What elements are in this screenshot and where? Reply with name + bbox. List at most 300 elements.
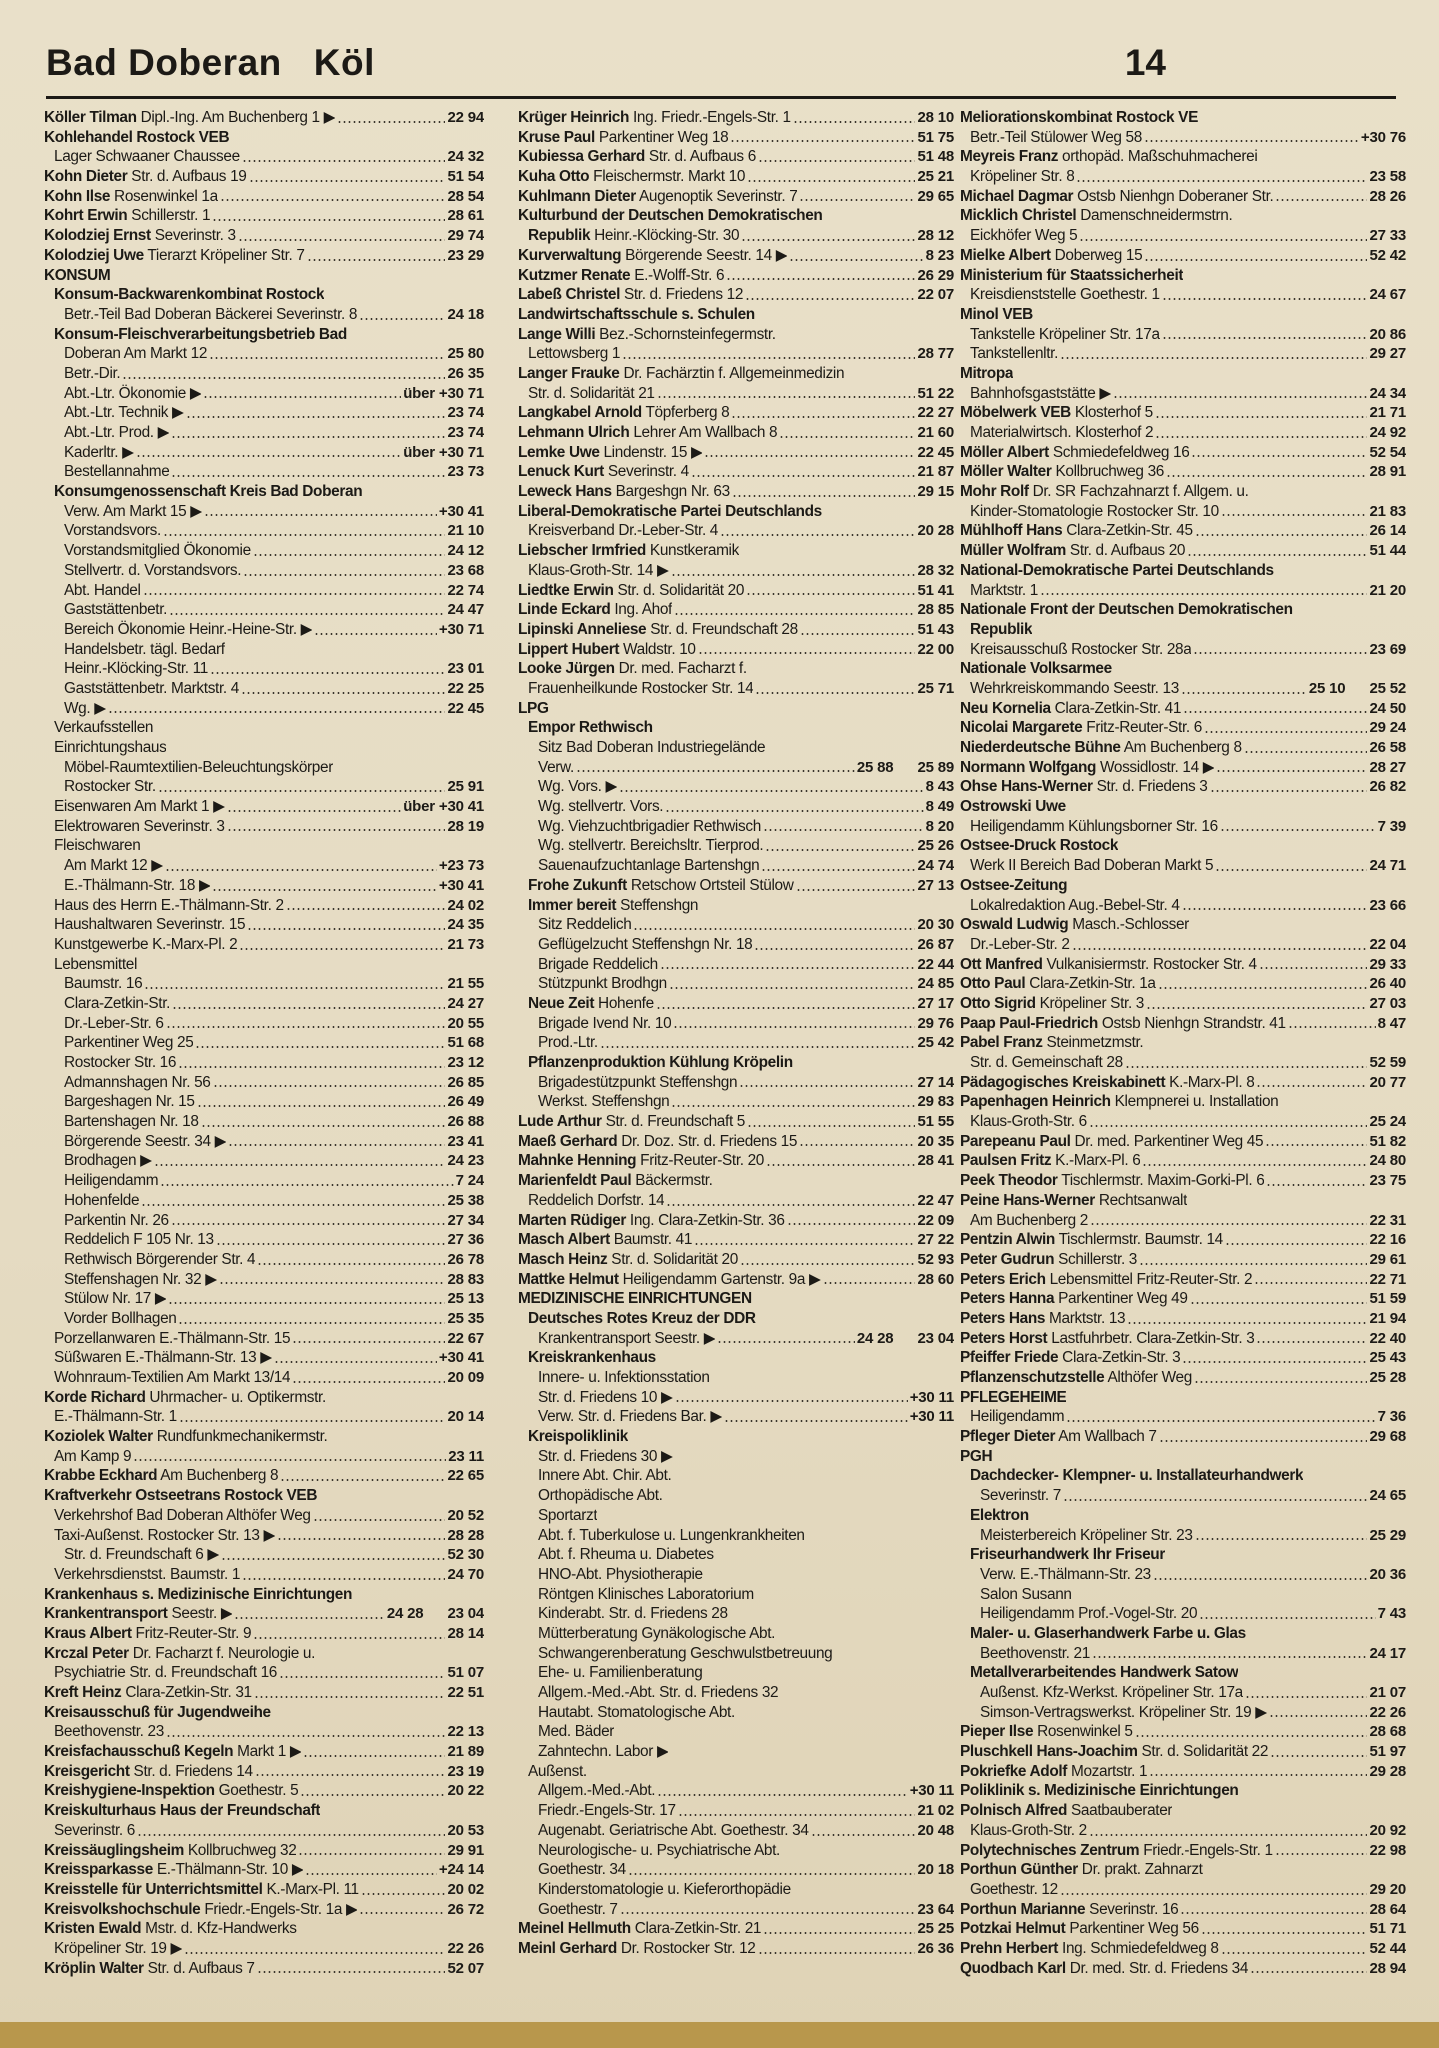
leader-dots <box>307 259 446 261</box>
entry-text <box>960 699 1181 719</box>
entry-text <box>518 443 702 463</box>
entry-name: Koziolek Walter <box>44 1428 153 1446</box>
leader-dots <box>219 1282 446 1284</box>
leader-dots <box>1159 1440 1368 1442</box>
leader-dots <box>277 1538 445 1540</box>
entry-name: Pflanzenschutzstelle <box>960 1369 1105 1386</box>
entry-phone: 23 01 <box>447 660 484 678</box>
entry-phone: 25 25 <box>917 1920 954 1938</box>
leader-dots <box>1146 1007 1367 1009</box>
leader-dots <box>1221 514 1368 516</box>
entry-phone: 24 23 <box>447 1152 484 1170</box>
directory-entry <box>518 1407 954 1427</box>
directory-entry <box>518 777 954 797</box>
entry-text <box>970 1663 1238 1683</box>
leader-dots <box>1195 1538 1368 1540</box>
leader-dots <box>745 298 915 300</box>
entry-details: Beethovenstr. 21 <box>980 1644 1090 1662</box>
entry-phone: 51 71 <box>1369 1920 1406 1938</box>
entry-details: Parkentiner Weg 18 <box>594 128 729 146</box>
entry-phone: 24 32 <box>447 148 484 166</box>
entry-phone: 23 41 <box>447 1132 484 1150</box>
entry-text <box>980 1683 1243 1703</box>
entry-phone: 51 97 <box>1369 1743 1406 1761</box>
entry-phone: 29 65 <box>917 187 954 205</box>
leader-dots <box>143 593 446 595</box>
directory-entry <box>518 1092 954 1112</box>
entry-details: Brigadestützpunkt Steffenshgn <box>538 1073 738 1091</box>
entry-text <box>528 1427 628 1447</box>
entry-details: Bargeshgn Nr. 63 <box>611 483 730 501</box>
directory-entry <box>518 836 954 856</box>
entry-details: Mütterberatung Gynäkologische Abt. <box>538 1624 776 1642</box>
entry-details: Wg. stellvertr. Bereichsltr. Tierprod. <box>538 837 764 855</box>
directory-entry <box>960 896 1406 916</box>
entry-text <box>64 1033 193 1053</box>
directory-entry <box>518 1388 954 1408</box>
entry-phone: 29 68 <box>1369 1428 1406 1446</box>
directory-entry <box>518 423 954 443</box>
leader-dots <box>209 357 445 359</box>
entry-text <box>538 1624 775 1644</box>
leader-dots <box>292 1381 445 1383</box>
entry-text <box>970 1053 1123 1073</box>
directory-entry <box>518 1644 954 1664</box>
leader-dots <box>758 1952 916 1954</box>
leader-dots <box>1089 1834 1368 1836</box>
directory-entry <box>44 1506 484 1526</box>
entry-details: Dr.-Leber-Str. 6 <box>64 1014 164 1032</box>
directory-entry <box>960 1604 1406 1624</box>
directory-entry <box>518 600 954 620</box>
entry-text <box>44 1900 357 1920</box>
directory-entry <box>44 1683 484 1703</box>
entry-name: Parepeanu Paul <box>960 1132 1071 1150</box>
entry-details: Ing. Friedr.-Engels-Str. 1 <box>629 109 791 126</box>
entry-name: Lipinski Anneliese <box>518 620 647 638</box>
entry-phone: 20 35 <box>917 1132 954 1150</box>
directory-entry <box>960 325 1406 345</box>
entry-details: Kinder-Stomatologie Rostocker Str. 10 <box>970 502 1219 520</box>
entry-name: Pluschkell Hans-Joachim <box>960 1743 1138 1761</box>
directory-entry <box>960 1624 1406 1644</box>
entry-phone: 28 77 <box>917 345 954 363</box>
directory-entry <box>518 285 954 305</box>
entry-name: Pokriefke Adolf <box>960 1762 1068 1780</box>
entry-phone: 21 10 <box>447 522 484 540</box>
directory-entry <box>960 1132 1406 1152</box>
entry-name: Langkabel Arnold <box>518 404 642 422</box>
entry-name: KONSUM <box>44 266 111 284</box>
entry-details: Masch.-Schlosser <box>1068 916 1189 934</box>
leader-dots <box>1158 987 1368 989</box>
directory-entry <box>44 1624 484 1644</box>
entry-phone: 20 14 <box>447 1408 484 1426</box>
directory-entry <box>518 1939 954 1959</box>
entry-name: Porthun Günther <box>960 1861 1078 1879</box>
entry-text <box>54 1447 131 1467</box>
entry-details: Dipl.-Ing. Am Buchenberg 1 ▶ <box>136 109 336 126</box>
entry-text <box>518 462 689 482</box>
entry-details: Verw. <box>538 758 574 776</box>
entry-text <box>538 1742 668 1762</box>
entry-details: Verw. Am Markt 15 ▶ <box>64 502 202 520</box>
entry-text <box>970 1624 1246 1644</box>
entry-text <box>538 817 761 837</box>
page-number: 14 <box>1124 42 1166 83</box>
entry-phone: 25 89 <box>917 758 954 776</box>
entry-text <box>538 1841 780 1861</box>
directory-entry <box>518 955 954 975</box>
entry-phone: 52 30 <box>447 1546 484 1564</box>
entry-name: Republik <box>970 620 1033 638</box>
directory-entry <box>960 974 1406 994</box>
entry-details: Bargeshagen Nr. 15 <box>64 1093 195 1111</box>
entry-details: Röntgen Klinisches Laboratorium <box>538 1585 754 1603</box>
directory-entry <box>960 1447 1406 1467</box>
entry-text <box>518 325 776 345</box>
directory-entry <box>960 1526 1406 1546</box>
leader-dots <box>108 711 446 713</box>
entry-details: Tankstellenltr. <box>970 345 1058 363</box>
directory-entry <box>44 462 484 482</box>
entry-name: Kreisgericht <box>44 1762 130 1780</box>
entry-name: Normann Wolfgang <box>960 758 1097 776</box>
entry-text <box>960 1939 1219 1959</box>
entry-details: Friedr.-Engels-Str. 1a ▶ <box>200 1900 358 1918</box>
entry-phone: 23 04 <box>447 1605 484 1623</box>
leader-dots <box>1204 731 1368 733</box>
entry-phone: 20 30 <box>917 916 954 934</box>
leader-dots <box>1076 180 1367 182</box>
leader-dots <box>665 810 923 812</box>
directory-entry <box>44 561 484 581</box>
directory-entry <box>960 1939 1406 1959</box>
entry-details: Steffenshagen Nr. 32 ▶ <box>64 1270 217 1288</box>
entry-text <box>44 1486 317 1506</box>
entry-text <box>64 462 169 482</box>
entry-name: Dachdecker- Klempner- u. Installateurhandwerk <box>970 1467 1304 1485</box>
entry-phone: 28 54 <box>447 187 484 205</box>
entry-details: Geflügelzucht Steffenshgn Nr. 18 <box>538 935 753 953</box>
entry-phone: 51 22 <box>917 384 954 402</box>
entry-text <box>64 856 163 876</box>
leader-dots <box>1275 199 1367 201</box>
entry-text <box>960 1722 1133 1742</box>
directory-entry <box>960 541 1406 561</box>
leader-dots <box>166 1735 446 1737</box>
entry-text <box>64 1211 169 1231</box>
entry-text <box>64 758 333 778</box>
entry-name: Otto Paul <box>960 975 1026 993</box>
entry-phone: 20 22 <box>447 1782 484 1800</box>
directory-entry <box>960 1506 1406 1526</box>
entry-details: Str. d. Friedens 3 <box>1092 778 1208 796</box>
directory-entry <box>44 1486 484 1506</box>
entry-name: Müller Wolfram <box>960 542 1066 560</box>
entry-text <box>960 1348 1180 1368</box>
leader-dots <box>136 455 402 457</box>
entry-text <box>518 187 797 207</box>
directory-entry <box>518 1073 954 1093</box>
entry-name: Krczal Peter <box>44 1644 129 1662</box>
entry-text <box>960 521 1193 541</box>
entry-name: Paulsen Fritz <box>960 1152 1052 1170</box>
entry-details: Bäckermstr. <box>631 1172 713 1190</box>
entry-details: orthopäd. Maßschuhmacherei <box>1058 148 1258 166</box>
entry-phone: 27 34 <box>447 1211 484 1229</box>
entry-text <box>518 600 672 620</box>
entry-name: Poliklinik s. Medizinische Einrichtungen <box>960 1782 1239 1800</box>
entry-text <box>64 994 170 1014</box>
entry-phone: +30 41 <box>438 1349 484 1367</box>
entry-phone: 27 33 <box>1369 227 1406 245</box>
leader-dots <box>1144 259 1367 261</box>
leader-dots <box>754 948 915 950</box>
directory-entry <box>44 777 484 797</box>
directory-entry <box>960 836 1406 856</box>
entry-text <box>518 167 745 187</box>
entry-phone: 22 51 <box>447 1684 484 1701</box>
directory-entry <box>960 1742 1406 1762</box>
entry-text <box>970 128 1142 148</box>
leader-dots <box>1199 1617 1375 1619</box>
entry-text <box>518 266 724 286</box>
entry-phone: 52 44 <box>1369 1939 1406 1957</box>
entry-text <box>538 1092 669 1112</box>
entry-name: Liedtke Erwin <box>518 581 614 599</box>
entry-details: Wossidlostr. 14 ▶ <box>1096 758 1215 776</box>
entry-phone: 28 26 <box>1369 187 1406 205</box>
entry-text <box>538 1466 671 1486</box>
directory-entry <box>960 1683 1406 1703</box>
entry-text <box>538 955 658 975</box>
directory-entry <box>960 1722 1406 1742</box>
entry-phone: 27 17 <box>917 994 954 1012</box>
entry-phone: über +30 71 <box>403 443 484 461</box>
directory-entry <box>960 1191 1406 1211</box>
leader-dots <box>1220 829 1376 831</box>
entry-name: Lude Arthur <box>518 1113 602 1131</box>
entry-details: HNO-Abt. Physiotherapie <box>538 1565 703 1583</box>
leader-dots <box>204 514 437 516</box>
entry-name: PFLEGEHEIME <box>960 1388 1067 1406</box>
entry-text <box>44 128 229 148</box>
entry-details: Elektrowaren Severinstr. 3 <box>54 817 225 835</box>
entry-text <box>980 1565 1151 1585</box>
entry-text <box>518 1151 764 1171</box>
entry-text <box>44 1860 303 1880</box>
directory-entry <box>960 1900 1406 1920</box>
leader-dots <box>1190 1302 1368 1304</box>
entry-name: Möbelwerk VEB <box>960 404 1071 422</box>
entry-details: Str. d. Solidarität 20 <box>607 1250 738 1268</box>
entry-details: Brodhagen ▶ <box>64 1152 152 1170</box>
entry-details: Steinmetzmstr. <box>1042 1034 1144 1052</box>
entry-text <box>54 1821 135 1841</box>
directory-entry <box>960 502 1406 522</box>
entry-details: Tischlermstr. Maxim-Gorki-Pl. 6 <box>1057 1172 1265 1190</box>
directory-entry <box>960 364 1406 384</box>
entry-phone: 23 73 <box>447 463 484 481</box>
directory-entry <box>518 1289 954 1309</box>
directory-entry <box>44 246 484 266</box>
directory-entry <box>518 1466 954 1486</box>
entry-details: Kollbruchweg 32 <box>183 1841 297 1859</box>
leader-dots <box>247 928 445 930</box>
entry-text <box>518 541 739 561</box>
entry-text <box>44 1919 297 1939</box>
leader-dots <box>1090 1223 1368 1225</box>
entry-phone: 25 80 <box>447 345 484 363</box>
leader-dots <box>666 1204 915 1206</box>
entry-phone: 7 43 <box>1377 1605 1406 1623</box>
entry-details: Haus des Herrn E.-Thälmann-Str. 2 <box>54 896 284 914</box>
directory-entry <box>44 699 484 719</box>
entry-phone: 25 43 <box>1369 1349 1406 1367</box>
entry-text <box>64 974 142 994</box>
entry-name: Kristen Ewald <box>44 1920 142 1938</box>
entry-details: E.-Thälmann-Str. 1 <box>54 1408 177 1426</box>
entry-text <box>64 1250 255 1270</box>
entry-name: Möller Albert <box>960 443 1049 461</box>
directory-entry <box>960 1407 1406 1427</box>
directory-entry <box>44 1604 484 1624</box>
directory-entry <box>518 699 954 719</box>
entry-text <box>44 206 210 226</box>
directory-entry <box>44 1959 484 1979</box>
entry-phone: 24 17 <box>1369 1644 1406 1662</box>
entry-phone: 22 26 <box>447 1939 484 1957</box>
directory-entry <box>960 738 1406 758</box>
entry-phone: 52 93 <box>917 1250 954 1268</box>
entry-text <box>54 1565 240 1585</box>
entry-text <box>960 206 1232 226</box>
entry-details: Althöfer Weg <box>1104 1369 1192 1386</box>
entry-text <box>970 1407 1064 1427</box>
entry-name: Micklich Christel <box>960 207 1077 225</box>
directory-entry <box>518 1427 954 1447</box>
entry-phone: 26 40 <box>1369 975 1406 993</box>
entry-phone: 25 21 <box>917 168 954 186</box>
leader-dots <box>1089 1125 1368 1127</box>
entry-phone: 22 31 <box>1369 1211 1406 1229</box>
entry-details: Lastfuhrbetr. Clara-Zetkin-Str. 3 <box>1047 1329 1255 1347</box>
entry-name: Pabel Franz <box>960 1034 1043 1052</box>
entry-text <box>528 1309 756 1329</box>
page-header <box>46 40 1396 99</box>
leader-dots <box>720 534 915 536</box>
directory-entry <box>518 679 954 699</box>
leader-dots <box>678 1814 916 1816</box>
entry-text <box>960 1230 1223 1250</box>
entry-phone: 51 75 <box>917 128 954 146</box>
directory-entry <box>44 1545 484 1565</box>
leader-dots <box>730 140 915 142</box>
leader-dots <box>361 1893 446 1895</box>
entry-details: Am Buchenberg 8 <box>1120 739 1242 756</box>
entry-name: Pflanzenproduktion Kühlung Kröpelin <box>528 1054 793 1071</box>
entry-text <box>960 1151 1140 1171</box>
entry-text <box>54 738 166 758</box>
leader-dots <box>746 593 915 595</box>
directory-entry <box>44 856 484 876</box>
leader-dots <box>227 810 402 812</box>
entry-name: Kreissparkasse <box>44 1861 153 1879</box>
entry-phone: 21 73 <box>447 935 484 953</box>
entry-details: Damenschneidermstrn. <box>1076 207 1233 225</box>
entry-details: Goethestr. 34 <box>538 1861 626 1879</box>
entry-phone: +30 11 <box>909 1782 954 1800</box>
entry-text <box>960 147 1257 167</box>
entry-text <box>960 718 1202 738</box>
entry-phone: 20 52 <box>447 1506 484 1524</box>
entry-details: Bestellannahme <box>64 463 170 481</box>
leader-dots <box>1113 396 1368 398</box>
entry-text <box>44 1466 278 1486</box>
entry-phone: 25 38 <box>447 1191 484 1209</box>
running-head <box>46 42 407 84</box>
leader-dots <box>1194 1381 1368 1383</box>
entry-text <box>44 1427 327 1447</box>
entry-phone: 28 61 <box>447 207 484 225</box>
entry-details: Str. d. Solidarität 22 <box>1137 1743 1269 1761</box>
directory-entry <box>44 1368 484 1388</box>
entry-text <box>64 1151 152 1171</box>
entry-phone: 26 87 <box>917 935 954 953</box>
entry-text <box>518 640 696 660</box>
entry-name: Kurverwaltung <box>518 246 622 264</box>
leader-dots <box>197 1105 446 1107</box>
entry-phone: 29 27 <box>1369 345 1406 363</box>
entry-details: Baumstr. 41 <box>609 1231 693 1249</box>
entry-details: Hohenfe <box>594 994 654 1012</box>
entry-details: Ehe- u. Familienberatung <box>538 1664 703 1682</box>
entry-text <box>54 1506 311 1526</box>
directory-entry <box>960 246 1406 266</box>
entry-text <box>970 1880 1058 1900</box>
entry-details: Wg. ▶ <box>64 699 106 717</box>
entry-text <box>518 1939 756 1959</box>
entry-details: Betr.-Dir. <box>64 364 121 382</box>
column-3 <box>960 108 1406 1978</box>
entry-phone: 22 26 <box>1369 1703 1406 1721</box>
entry-phone: 23 29 <box>447 246 484 264</box>
leader-dots <box>242 1578 445 1580</box>
entry-name: Ministerium für Staatssicherheit <box>960 266 1184 284</box>
leader-dots <box>1270 1755 1367 1757</box>
leader-dots <box>178 1066 445 1068</box>
directory-entry <box>44 1329 484 1349</box>
leader-dots <box>178 1322 445 1324</box>
entry-phone: 26 29 <box>917 266 954 284</box>
entry-details: Am Buchenberg 8 <box>157 1467 279 1485</box>
entry-phone: 29 15 <box>917 483 954 501</box>
directory-entry <box>960 994 1406 1014</box>
entry-details: Str. d. Freundschaft 6 ▶ <box>64 1546 219 1564</box>
leader-dots <box>212 889 436 891</box>
leader-dots <box>201 1125 446 1127</box>
leader-dots <box>800 633 916 635</box>
entry-phone: 21 60 <box>917 424 954 441</box>
entry-text <box>970 1466 1303 1486</box>
entry-name: Krankentransport <box>44 1605 168 1623</box>
entry-details: Klempnerei u. Installation <box>1110 1093 1279 1111</box>
entry-text <box>980 1486 1061 1506</box>
entry-phone: 21 83 <box>1369 502 1406 520</box>
leader-dots <box>628 1873 916 1875</box>
entry-phone: 22 16 <box>1369 1231 1406 1249</box>
